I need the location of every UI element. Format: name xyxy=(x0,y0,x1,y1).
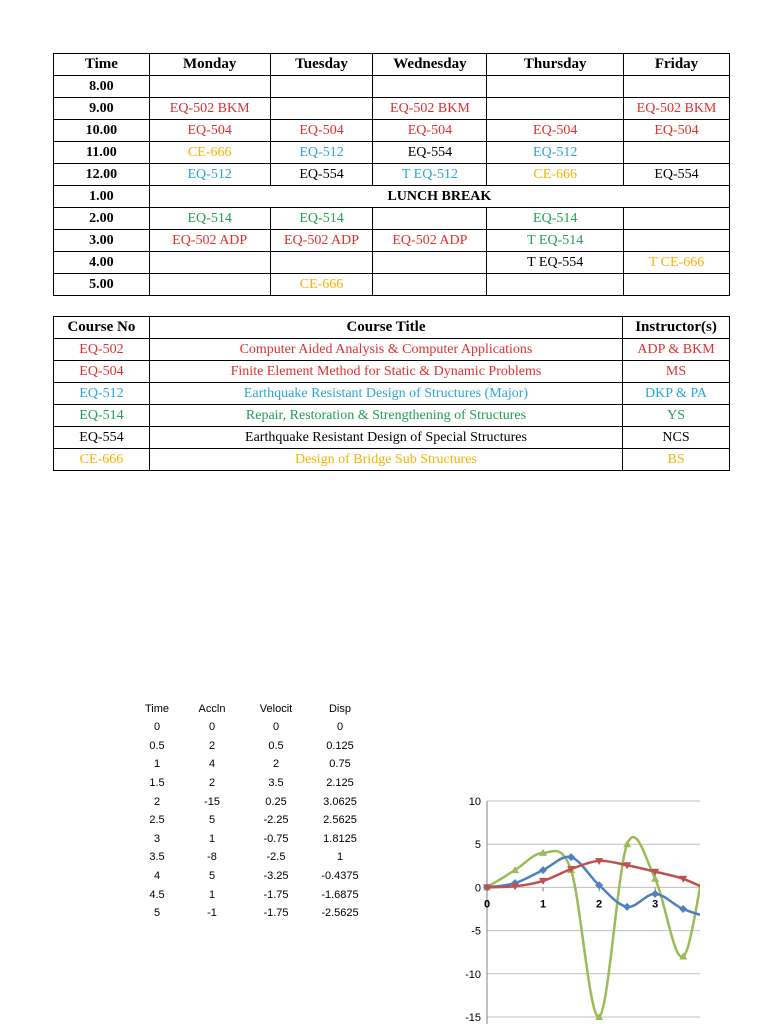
y-tick-label: -10 xyxy=(465,968,481,981)
timetable-header-cell: Tuesday xyxy=(270,54,373,76)
instructor-cell: NCS xyxy=(623,427,730,449)
data-point xyxy=(651,875,659,882)
timetable-header xyxy=(54,54,730,76)
course-title-cell: Earthquake Resistant Design of Structures (Major) xyxy=(149,383,622,405)
table-row xyxy=(54,383,730,405)
class-cell: T EQ-554 xyxy=(487,252,624,274)
data-point xyxy=(679,905,687,913)
table-row xyxy=(137,774,375,793)
class-cell: CE-666 xyxy=(487,164,624,186)
class-cell: EQ-512 xyxy=(149,164,270,186)
class-cell: EQ-504 xyxy=(487,120,624,142)
motion-cell: 3.5 xyxy=(149,851,165,864)
timetable-header-cell: Friday xyxy=(624,54,730,76)
table-row xyxy=(54,252,730,274)
instructor-cell: MS xyxy=(623,361,730,383)
motion-cell: -2.5 xyxy=(266,851,286,864)
timetable-header-cell: Monday xyxy=(149,54,270,76)
table-row xyxy=(54,449,730,471)
table-row xyxy=(54,186,730,208)
class-cell: EQ-514 xyxy=(270,208,373,230)
timetable-header-cell: Wednesday xyxy=(373,54,487,76)
y-tick-label: -15 xyxy=(465,1012,481,1024)
course-header-cell: Instructor(s) xyxy=(623,317,730,339)
motion-header-cell: Velocit xyxy=(259,703,293,715)
course-no-cell: EQ-514 xyxy=(54,405,150,427)
class-cell: EQ-504 xyxy=(373,120,487,142)
class-cell: T CE-666 xyxy=(624,252,730,274)
motion-cell: 4 xyxy=(208,758,216,771)
table-row xyxy=(137,792,375,811)
motion-cell: 1 xyxy=(336,851,344,864)
class-cell: EQ-512 xyxy=(487,142,624,164)
course-title-cell: Earthquake Resistant Design of Special Structures xyxy=(149,427,622,449)
table-row xyxy=(137,718,375,737)
course-header-cell: Course Title xyxy=(149,317,622,339)
class-cell xyxy=(373,274,487,296)
instructor-cell: YS xyxy=(623,405,730,427)
time-cell: 4.00 xyxy=(54,252,150,274)
motion-header-cell: Accln xyxy=(198,703,226,715)
motion-cell: 2.125 xyxy=(326,777,354,790)
table-row xyxy=(54,405,730,427)
motion-cell: -0.75 xyxy=(263,832,289,845)
motion-cell: 0.25 xyxy=(265,795,287,808)
class-cell: EQ-504 xyxy=(270,120,373,142)
table-row xyxy=(54,361,730,383)
class-cell xyxy=(270,252,373,274)
table-row xyxy=(137,755,375,774)
y-tick-label: 10 xyxy=(468,796,481,808)
motion-cell: 0.5 xyxy=(149,739,165,752)
class-cell: T EQ-512 xyxy=(373,164,487,186)
motion-cell: 1 xyxy=(153,758,161,771)
motion-cell: 2.5 xyxy=(149,814,165,827)
timetable xyxy=(53,53,730,296)
class-cell: EQ-502 BKM xyxy=(624,98,730,120)
motion-cell: 0.125 xyxy=(326,739,354,752)
class-cell xyxy=(270,76,373,98)
course-title-cell: Computer Aided Analysis & Computer Applications xyxy=(149,339,622,361)
class-cell xyxy=(624,208,730,230)
motion-cell: 2 xyxy=(208,777,216,790)
class-cell xyxy=(624,274,730,296)
table-row xyxy=(54,142,730,164)
table-row xyxy=(54,427,730,449)
motion-chart xyxy=(440,790,740,1024)
motion-cell: 2.5625 xyxy=(323,814,357,827)
class-cell: EQ-504 xyxy=(149,120,270,142)
class-cell: EQ-554 xyxy=(270,164,373,186)
motion-table-header xyxy=(137,700,375,718)
class-cell xyxy=(149,76,270,98)
class-cell xyxy=(624,76,730,98)
class-cell xyxy=(270,98,373,120)
class-cell: EQ-502 ADP xyxy=(373,230,487,252)
class-cell xyxy=(487,76,624,98)
instructor-cell: ADP & BKM xyxy=(623,339,730,361)
motion-cell: 2 xyxy=(208,739,216,752)
motion-cell: -15 xyxy=(204,795,220,808)
motion-cell: -2.5625 xyxy=(321,907,359,920)
motion-cell: 0 xyxy=(208,721,216,734)
table-row xyxy=(54,120,730,142)
motion-cell: 1 xyxy=(208,888,216,901)
data-point xyxy=(567,853,575,861)
course-table xyxy=(53,316,730,471)
course-table-header xyxy=(54,317,730,339)
motion-cell: -8 xyxy=(207,851,217,864)
class-cell xyxy=(487,98,624,120)
motion-cell: 0 xyxy=(336,721,344,734)
table-row xyxy=(137,830,375,849)
y-tick-label: 5 xyxy=(474,839,481,852)
class-cell: EQ-502 ADP xyxy=(149,230,270,252)
motion-cell: 0 xyxy=(153,721,161,734)
time-cell: 11.00 xyxy=(54,142,150,164)
motion-cell: 5 xyxy=(153,907,161,920)
y-tick-label: 0 xyxy=(474,882,481,895)
motion-data-table xyxy=(137,700,375,923)
course-title-cell: Finite Element Method for Static & Dynamic Problems xyxy=(149,361,622,383)
instructor-cell: DKP & PA xyxy=(623,383,730,405)
x-tick-label: 0 xyxy=(483,898,491,911)
class-cell xyxy=(487,274,624,296)
class-cell: CE-666 xyxy=(149,142,270,164)
class-cell: EQ-502 ADP xyxy=(270,230,373,252)
class-cell xyxy=(149,252,270,274)
time-cell: 5.00 xyxy=(54,274,150,296)
class-cell xyxy=(373,208,487,230)
class-cell: EQ-502 BKM xyxy=(149,98,270,120)
course-no-cell: EQ-554 xyxy=(54,427,150,449)
class-cell xyxy=(624,230,730,252)
motion-header-cell: Disp xyxy=(328,703,351,715)
class-cell xyxy=(149,274,270,296)
table-row xyxy=(137,904,375,923)
table-row xyxy=(137,737,375,756)
motion-cell: -2.25 xyxy=(263,814,289,827)
table-row xyxy=(54,76,730,98)
class-cell: EQ-514 xyxy=(149,208,270,230)
class-cell: EQ-504 xyxy=(624,120,730,142)
class-cell: EQ-554 xyxy=(624,164,730,186)
time-cell: 3.00 xyxy=(54,230,150,252)
motion-cell: -1.6875 xyxy=(321,888,359,901)
class-cell xyxy=(373,76,487,98)
data-point xyxy=(623,903,631,911)
series-line xyxy=(487,861,740,910)
timetable-header-cell: Time xyxy=(54,54,150,76)
motion-cell: 3 xyxy=(153,832,161,845)
motion-cell: 3.5 xyxy=(268,777,284,790)
motion-cell: 1 xyxy=(208,832,216,845)
motion-cell: 0.5 xyxy=(268,739,284,752)
motion-cell: 3.0625 xyxy=(323,795,357,808)
motion-cell: 1.8125 xyxy=(323,832,357,845)
class-cell xyxy=(624,142,730,164)
motion-cell: 5 xyxy=(208,870,216,883)
class-cell: EQ-514 xyxy=(487,208,624,230)
table-row xyxy=(54,164,730,186)
table-row xyxy=(54,208,730,230)
x-tick-label: 1 xyxy=(539,898,547,911)
table-row xyxy=(54,274,730,296)
time-cell: 12.00 xyxy=(54,164,150,186)
course-no-cell: EQ-512 xyxy=(54,383,150,405)
motion-cell: 0 xyxy=(272,721,280,734)
table-row xyxy=(137,867,375,886)
motion-cell: 0.75 xyxy=(329,758,351,771)
motion-cell: 5 xyxy=(208,814,216,827)
table-row xyxy=(54,339,730,361)
class-cell: EQ-512 xyxy=(270,142,373,164)
time-cell: 9.00 xyxy=(54,98,150,120)
motion-cell: -0.4375 xyxy=(321,870,359,883)
course-title-cell: Repair, Restoration & Strengthening of Structures xyxy=(149,405,622,427)
motion-cell: -1 xyxy=(207,907,217,920)
class-cell: T EQ-514 xyxy=(487,230,624,252)
motion-cell: 4.5 xyxy=(149,888,165,901)
motion-header-cell: Time xyxy=(144,703,170,715)
time-cell: 2.00 xyxy=(54,208,150,230)
class-cell: EQ-554 xyxy=(373,142,487,164)
class-cell xyxy=(373,252,487,274)
course-no-cell: EQ-504 xyxy=(54,361,150,383)
time-cell: 10.00 xyxy=(54,120,150,142)
data-point xyxy=(651,890,659,898)
x-tick-label: 2 xyxy=(596,898,603,911)
table-row xyxy=(137,811,375,830)
series-line xyxy=(487,837,740,1017)
lunch-break-cell: LUNCH BREAK xyxy=(149,186,729,208)
timetable-header-cell: Thursday xyxy=(487,54,624,76)
table-row xyxy=(54,98,730,120)
course-no-cell: EQ-502 xyxy=(54,339,150,361)
class-cell: CE-666 xyxy=(270,274,373,296)
table-row xyxy=(137,885,375,904)
table-row xyxy=(54,230,730,252)
motion-cell: 4 xyxy=(153,870,161,883)
motion-cell: -1.75 xyxy=(263,888,289,901)
course-no-cell: CE-666 xyxy=(54,449,150,471)
time-cell: 8.00 xyxy=(54,76,150,98)
motion-cell: 2 xyxy=(272,758,280,771)
course-header-cell: Course No xyxy=(54,317,150,339)
y-tick-label: -5 xyxy=(471,925,481,938)
course-title-cell: Design of Bridge Sub Structures xyxy=(149,449,622,471)
motion-cell: -3.25 xyxy=(263,870,289,883)
instructor-cell: BS xyxy=(623,449,730,471)
time-cell: 1.00 xyxy=(54,186,150,208)
class-cell: EQ-502 BKM xyxy=(373,98,487,120)
motion-cell: 1.5 xyxy=(149,777,165,790)
motion-cell: 2 xyxy=(153,795,161,808)
motion-cell: -1.75 xyxy=(263,907,289,920)
x-tick-label: 3 xyxy=(652,898,659,911)
table-row xyxy=(137,848,375,867)
